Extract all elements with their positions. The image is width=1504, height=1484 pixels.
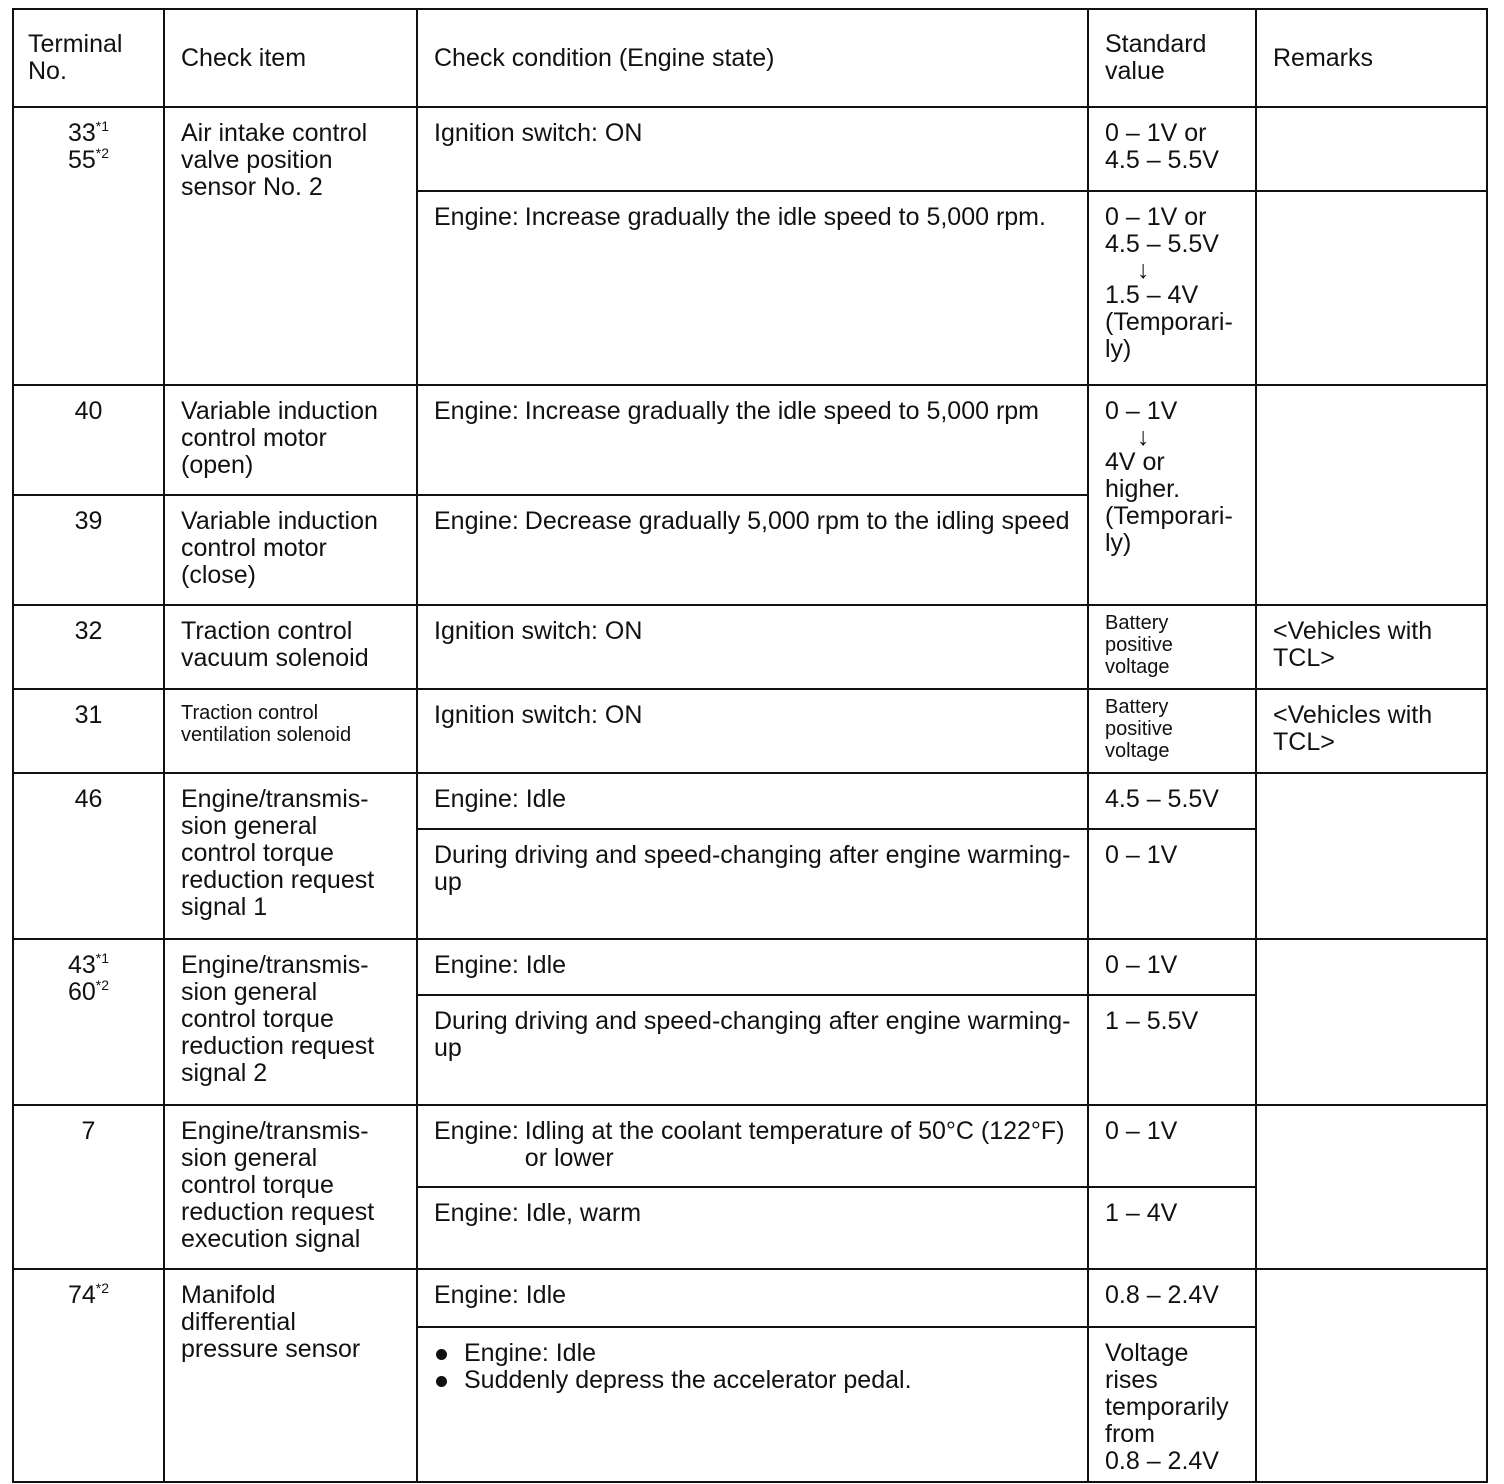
check-item-cell: Traction control ventilation solenoid [164,689,417,773]
remarks-cell [1256,385,1487,605]
condition-cell [417,1327,1088,1482]
standard-value-cell: 0 – 1V or 4.5 – 5.5V [1088,107,1256,191]
arrow-down-icon: ↓ [1137,423,1150,451]
terminal-cell: 40 [13,385,164,495]
standard-value-cell: 4.5 – 5.5V [1088,773,1256,829]
remarks-cell: <Vehicles with TCL> [1256,689,1487,773]
check-item-cell: Traction control vacuum solenoid [164,605,417,689]
table-row [13,107,1487,191]
standard-value-cell: 0 – 1V [1088,829,1256,939]
header-remarks: Remarks [1256,9,1487,107]
condition-cell: Engine: Increase gradually the idle speed to 5,000 rpm [417,385,1088,495]
standard-value-cell: 0 – 1V ↓ 4V or higher. (Temporari- ly) [1088,385,1256,605]
condition-cell: Engine: Decrease gradually 5,000 rpm to the idling speed [417,495,1088,605]
check-item-cell: Engine/transmis- sion general control torque reduction request signal 2 [164,939,417,1105]
table-row [13,939,1487,995]
spec-sheet [12,8,1486,1475]
remarks-cell [1256,107,1487,191]
table-header-row [13,9,1487,107]
check-item-cell: Engine/transmis- sion general control torque reduction request signal 1 [164,773,417,939]
terminal-check-table [12,8,1488,1483]
standard-value-cell: Voltage rises temporarily from 0.8 – 2.4V [1088,1327,1256,1482]
header-check-condition: Check condition (Engine state) [417,9,1088,107]
header-check-item: Check item [164,9,417,107]
standard-value-cell: 0 – 1V [1088,939,1256,995]
list-item: Engine: Idle [434,1340,1073,1367]
condition-cell: Engine: Increase gradually the idle speed to 5,000 rpm. [417,191,1088,385]
list-item: Suddenly depress the accelerator pedal. [434,1367,1073,1394]
terminal-cell: 31 [13,689,164,773]
terminal-cell: 74$^{*2}$ [13,1269,164,1482]
standard-value-cell: Battery positive voltage [1088,689,1256,773]
standard-value-cell: 0 – 1V or 4.5 – 5.5V ↓ 1.5 – 4V (Temporari- ly) [1088,191,1256,385]
terminal-cell: 33$^{*1}$ 55$^{*2}$ [13,107,164,385]
condition-cell: During driving and speed-changing after engine warming-up [417,995,1088,1105]
condition-cell: Engine: Idle [417,1269,1088,1327]
standard-value-cell: 0 – 1V [1088,1105,1256,1187]
condition-cell: Engine: Idle [417,939,1088,995]
check-item-cell: Variable induction control motor (close) [164,495,417,605]
standard-value-cell: 0.8 – 2.4V [1088,1269,1256,1327]
condition-cell: Engine: Idle, warm [417,1187,1088,1269]
remarks-cell: <Vehicles with TCL> [1256,605,1487,689]
check-item-cell: Manifold differential pressure sensor [164,1269,417,1482]
header-standard-value: Standard value [1088,9,1256,107]
condition-cell: During driving and speed-changing after engine warming-up [417,829,1088,939]
remarks-cell [1256,1269,1487,1482]
terminal-cell: 46 [13,773,164,939]
condition-cell: Ignition switch: ON [417,689,1088,773]
remarks-cell [1256,191,1487,385]
remarks-cell [1256,939,1487,1105]
check-item-cell: Air intake control valve position sensor No. 2 [164,107,417,385]
standard-value-cell: 1 – 4V [1088,1187,1256,1269]
condition-bullet-list [434,1340,1073,1394]
remarks-cell [1256,773,1487,939]
check-item-cell: Variable induction control motor (open) [164,385,417,495]
table-row [13,385,1487,495]
terminal-cell: 39 [13,495,164,605]
standard-value-cell: 1 – 5.5V [1088,995,1256,1105]
table-row [13,1105,1487,1187]
condition-cell: Ignition switch: ON [417,107,1088,191]
terminal-cell: 43$^{*1}$ 60$^{*2}$ [13,939,164,1105]
terminal-cell: 7 [13,1105,164,1269]
condition-cell: Engine: Idling at the coolant temperature of 50°C (122°F) or lower [417,1105,1088,1187]
table-row [13,605,1487,689]
remarks-cell [1256,1105,1487,1269]
condition-cell: Ignition switch: ON [417,605,1088,689]
terminal-cell: 32 [13,605,164,689]
header-terminal: Terminal No. [13,9,164,107]
check-item-cell: Engine/transmis- sion general control torque reduction request execution signal [164,1105,417,1269]
table-row [13,689,1487,773]
standard-value-cell: Battery positive voltage [1088,605,1256,689]
condition-cell: Engine: Idle [417,773,1088,829]
arrow-down-icon: ↓ [1137,256,1150,284]
table-row [13,1269,1487,1327]
table-row [13,773,1487,829]
